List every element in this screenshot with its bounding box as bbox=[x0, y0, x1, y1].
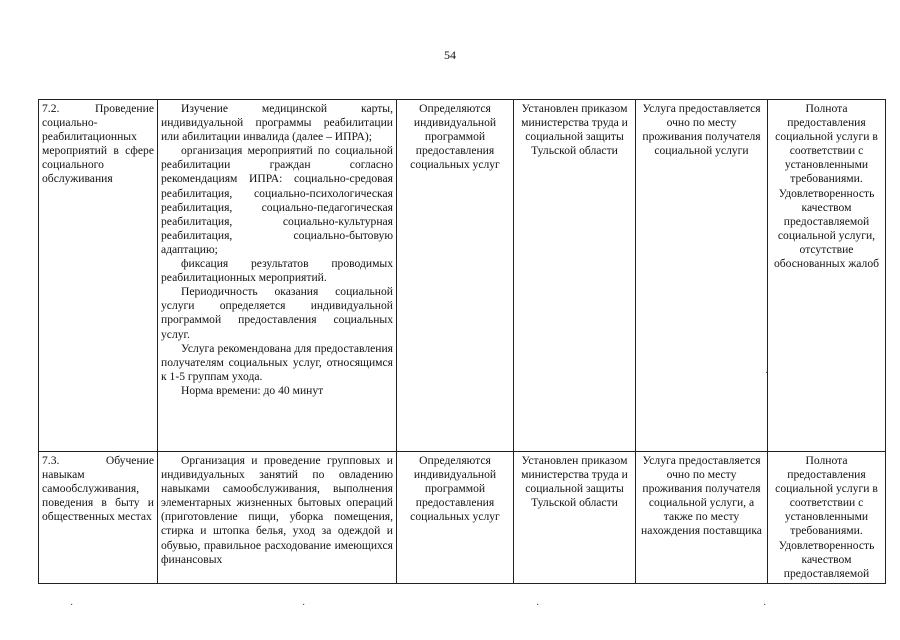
scan-speck: · bbox=[536, 600, 540, 611]
quality-cell: Полнота предоставления социальной услуги в соответствии с установленными требованиями. Удовлетворенность качеством предоставляемой bbox=[768, 452, 886, 584]
description-paragraph: Норма времени: до 40 минут bbox=[181, 383, 324, 397]
service-description-cell bbox=[158, 452, 397, 584]
services-table bbox=[38, 99, 886, 584]
description-paragraph: Периодичность оказания социальной услуги определяется индивидуальной программой предоставления социальных услуг. bbox=[161, 285, 393, 341]
tariff-cell: Установлен приказом министерства труда и социальной защиты Тульской области bbox=[514, 100, 636, 452]
table-row bbox=[39, 100, 886, 452]
volume-cell: Определяются индивидуальной программой предоставления социальных услуг bbox=[397, 100, 514, 452]
description-paragraph: Организация и проведение групповых и индивидуальных занятий по овладению навыками самообслуживания, выполнения элементарных жизненных бытовых операций (приготовление пищи, уборка помещения, стирка и штопка белья, уход за одеждой и обувью, правильное расходование имеющихся финансовых bbox=[161, 454, 393, 566]
description-paragraph: организация мероприятий по социальной реабилитации граждан согласно рекомендациям ИПРА: социально-средовая реабилитация, социально-психологическая реабилитация, социально-педагогическая реабилитация, социально-культурная реабилитация, социально-бытовую адаптацию; bbox=[161, 144, 393, 256]
scan-speck: · bbox=[763, 600, 767, 611]
volume-cell: Определяются индивидуальной программой предоставления социальных услуг bbox=[397, 452, 514, 584]
description-paragraph: Изучение медицинской карты, индивидуальной программы реабилитации или абилитации инвалида (далее – ИПРА); bbox=[161, 102, 393, 144]
scan-speck: · bbox=[302, 600, 306, 611]
description-paragraph: фиксация результатов проводимых реабилитационных мероприятий. bbox=[161, 257, 393, 285]
conditions-cell: Услуга предоставляется очно по месту проживания получателя социальной услуги bbox=[636, 100, 768, 452]
description-paragraph: Услуга рекомендована для предоставления получателям социальных услуг, относящимся к 1-5 группам ухода. bbox=[161, 341, 393, 383]
scan-speck: · bbox=[70, 600, 74, 611]
conditions-cell: Услуга предоставляется очно по месту проживания получателя социальной услуги, а также по месту нахождения поставщика bbox=[636, 452, 768, 584]
service-name-cell: 7.3. Обучение навыкам самообслуживания, поведения в быту и общественных местах bbox=[39, 452, 158, 584]
service-name-cell: 7.2. Проведение социально-реабилитационных мероприятий в сфере социального обслуживания bbox=[39, 100, 158, 452]
table-row bbox=[39, 452, 886, 584]
quality-cell: Полнота предоставления социальной услуги в соответствии с установленными требованиями. Удовлетворенность качеством предоставляемой социальной услуги, отсутствие обоснованных жалоб bbox=[768, 100, 886, 452]
page-number: 54 bbox=[444, 48, 456, 62]
scan-speck: · bbox=[765, 368, 769, 379]
service-description-cell bbox=[158, 100, 397, 452]
tariff-cell: Установлен приказом министерства труда и социальной защиты Тульской области bbox=[514, 452, 636, 584]
